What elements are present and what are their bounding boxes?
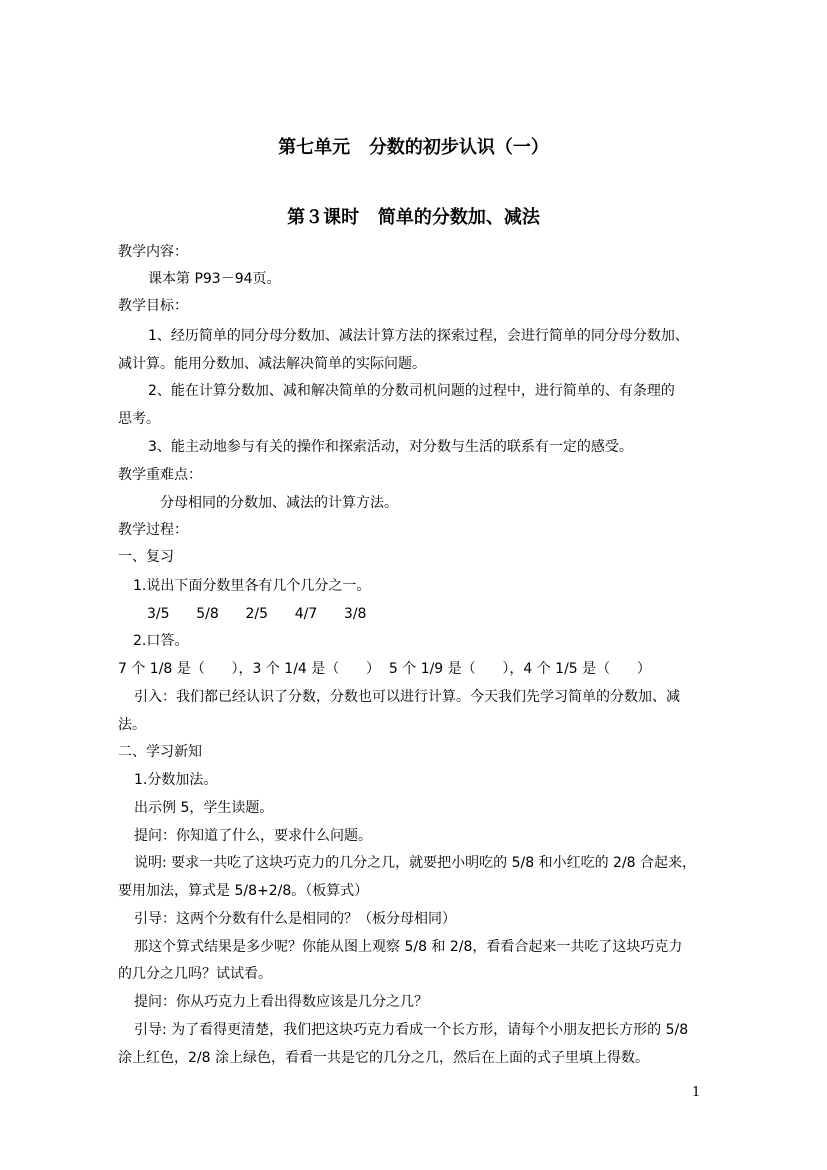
- text-line: 要用加法，算式是 5/8+2/8。（板算式）: [118, 883, 369, 899]
- text-line: 教学目标：: [118, 298, 188, 314]
- text-line: 那这个算式结果是多少呢？你能从图上观察 5/8 和 2/8，看看合起来一共吃了这块巧克力: [134, 939, 683, 955]
- text-line: 2、能在计算分数加、减和解决简单的分数司机问题的过程中，进行简单的、有条理的: [148, 383, 675, 399]
- text-line: 3/5 5/8 2/5 4/7 3/8: [147, 606, 367, 622]
- text-line: 3、能主动地参与有关的操作和探索活动，对分数与生活的联系有一定的感受。: [148, 439, 633, 455]
- text-line: 提问：你从巧克力上看出得数应该是几分之几？: [134, 994, 428, 1010]
- text-line: 7 个 1/8 是（ ），3 个 1/4 是（ ） 5 个 1/9 是（ ），4 个 1/5 是（ ）: [118, 661, 651, 677]
- text-line: 法。: [118, 717, 146, 733]
- text-line: 教学重难点：: [118, 467, 202, 483]
- text-line: 引导: 为了看得更清楚，我们把这块巧克力看成一个长方形，请每个小朋友把长方形的 5/8: [134, 1022, 689, 1038]
- text-line: 课本第 P93－94页。: [148, 271, 281, 287]
- lesson-subtitle: 第３课时 简单的分数加、减法: [287, 207, 540, 228]
- text-line: 引入：我们都已经认识了分数，分数也可以进行计算。今天我们先学习简单的分数加、减: [134, 689, 680, 705]
- text-line: 二、学习新知: [118, 744, 202, 760]
- text-line: 说明: 要求一共吃了这块巧克力的几分之几，就要把小明吃的 5/8 和小红吃的 2/8 合起来，: [134, 855, 697, 871]
- text-line: 2.口答。: [133, 633, 189, 649]
- document-title: 第七单元 分数的初步认识（一）: [278, 137, 549, 158]
- text-line: 涂上红色，2/8 涂上绿色，看看一共是它的几分之几，然后在上面的式子里填上得数。: [118, 1050, 649, 1066]
- text-line: 教学内容：: [118, 244, 188, 260]
- text-line: 教学过程：: [118, 522, 188, 538]
- text-line: 1.说出下面分数里各有几个几分之一。: [133, 578, 371, 594]
- text-line: 一、复习: [118, 549, 174, 565]
- text-line: 提问：你知道了什么，要求什么问题。: [134, 828, 372, 844]
- page-number: 1: [692, 1085, 701, 1100]
- text-line: 思考。: [118, 411, 160, 427]
- text-line: 减计算。能用分数加、减法解决简单的实际问题。: [118, 356, 426, 372]
- text-line: 分母相同的分数加、减法的计算方法。: [160, 495, 398, 511]
- text-line: 1、经历简单的同分母分数加、减法计算方法的探索过程，会进行简单的同分母分数加、: [148, 328, 689, 344]
- text-line: 引导：这两个分数有什么是相同的？（板分母相同）: [134, 911, 456, 927]
- text-line: 的几分之几吗？试试看。: [118, 966, 272, 982]
- text-line: 出示例 5，学生读题。: [134, 800, 274, 816]
- text-line: 1.分数加法。: [134, 772, 218, 788]
